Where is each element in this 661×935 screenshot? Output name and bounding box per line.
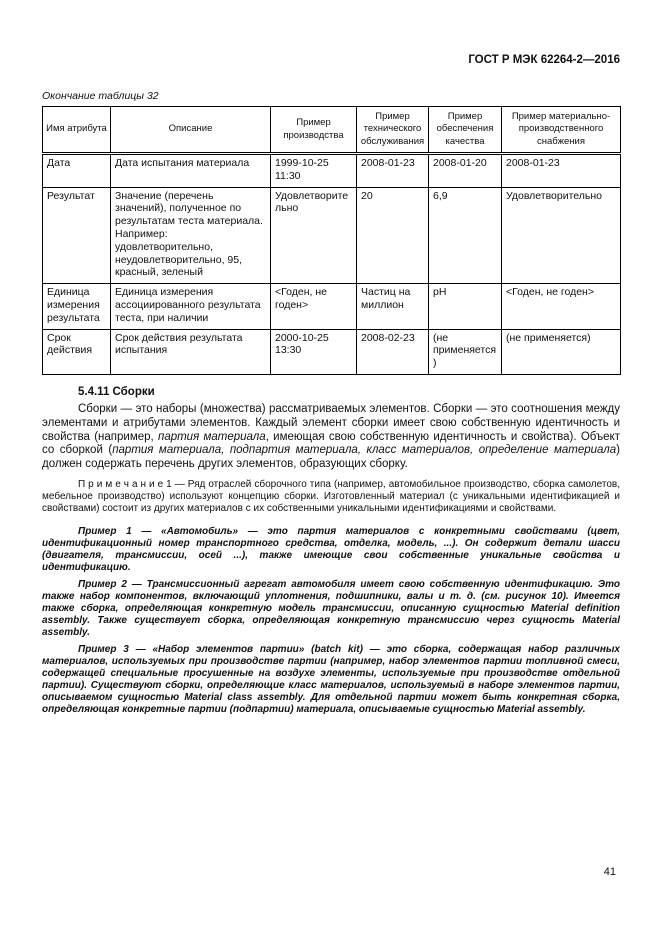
attribute-name-cell: Срок действия [43, 329, 111, 374]
table-cell: Дата испытания материала [111, 154, 271, 188]
table-cell: pH [429, 284, 502, 329]
table-row [43, 284, 621, 329]
table-column-header: Пример обеспечения качества [429, 107, 502, 154]
table-header-row [43, 107, 621, 154]
intro-text-segment: ) должен содержать перечень других элементов, образующих сборку. [42, 444, 620, 471]
attribute-name-cell: Дата [43, 154, 111, 188]
table-row [43, 154, 621, 188]
intro-text-segment: , имеющая свою собственную идентичность и свойства). Объект со сборкой ( [42, 430, 620, 457]
attribute-name-cell: Результат [43, 187, 111, 284]
standard-number-header: ГОСТ Р МЭК 62264-2—2016 [468, 54, 620, 66]
table-cell: 2008-01-20 [429, 154, 502, 188]
attributes-table [42, 106, 621, 375]
table-cell: <Годен, не годен> [502, 284, 621, 329]
table-cell: 2008-02-23 [357, 329, 429, 374]
table-column-header: Пример материально-производственного снабжения [502, 107, 621, 154]
section-intro-paragraph [42, 403, 620, 472]
note-paragraph: П р и м е ч а н и е 1 — Ряд отраслей сборочного типа (например, автомобильное производство, сборка самолетов, мебельное производство) используют концепцию сборки. Изготовленный материал (с уникальными идентификацией и свойствами) состоит из других материалов с их собственными уникальными идентификациями и свойствами. [42, 478, 620, 514]
table-column-header: Имя атрибута [43, 107, 111, 154]
table-body [43, 154, 621, 375]
table-cell: Удовлетворительно [271, 187, 357, 284]
table-column-header: Пример технического обслуживания [357, 107, 429, 154]
example-paragraph: Пример 2 — Трансмиссионный агрегат автомобиля имеет свою собственную идентификацию. Это также набор компонентов, включающий уплотнения, подшипники, валы и т. д. (см. рисунок 10). Имеется также сборка, определяющая конкретную модель трансмиссии, описанную сущностью Material definition assembly. Также существует сборка, определяющая конкретную трансмиссию через сущность Material assembly. [42, 579, 620, 639]
table-cell: 20 [357, 187, 429, 284]
examples-section [42, 526, 620, 716]
intro-italic-term: партия материала [157, 430, 266, 443]
table-cell: Значение (перечень значений), полученное по результатам теста материала. Например: удовлетворительно, неудовлетворительно, 95, красный, зеленый [111, 187, 271, 284]
table-cell: 2008-01-23 [502, 154, 621, 188]
table-column-header: Пример производства [271, 107, 357, 154]
table-row [43, 329, 621, 374]
table-column-header: Описание [111, 107, 271, 154]
table-cell: 2000-10-25 13:30 [271, 329, 357, 374]
table-cell: Единица измерения ассоциированного результата теста, при наличии [111, 284, 271, 329]
table-cell: Частиц на миллион [357, 284, 429, 329]
table-cell: (не применяется) [502, 329, 621, 374]
table-cell: 6,9 [429, 187, 502, 284]
section-heading: 5.4.11 Сборки [78, 385, 155, 398]
table-cell: <Годен, не годен> [271, 284, 357, 329]
example-paragraph: Пример 3 — «Набор элементов партии» (batch kit) — это сборка, содержащая набор различных материалов, используемых при производстве партии (например, набор элементов партии топливной смеси, содержащей специальные просушенные на воздухе элементы, используемые при производстве отдельной партии). Существуют сборки, определяющие класс материалов, используемый в наборе элементов партии, описываемом сущностью Material class assembly. Для отдельной партии может быть конкретная сборка, определяющая конкретные партии (подпартии) материала, описываемые сущностью Material assembly. [42, 644, 620, 716]
table-cell: Срок действия результата испытания [111, 329, 271, 374]
table-cell: (не применяется) [429, 329, 502, 374]
table-caption: Окончание таблицы 32 [42, 90, 159, 102]
page-number: 41 [603, 866, 616, 878]
intro-text-segment: Сборки — это наборы (множества) рассматриваемых элементов. Сборки — это соотношения между элементами и атрибутами элементов. Каждый элемент сборки имеет свою собственную идентичность и свойства (например, [42, 402, 620, 443]
example-paragraph: Пример 1 — «Автомобиль» — это партия материалов с конкретными свойствами (цвет, идентификационный номер транспортного средства, отделка, модель, ...). Он содержит детали шасси (двигателя, трансмиссии, осей ...), также имеющие свои собственные уникальные свойства и идентификацию. [42, 526, 620, 574]
table-row [43, 187, 621, 284]
table-cell: 2008-01-23 [357, 154, 429, 188]
intro-italic-term: партия материала, подпартия материала, класс материалов, определение материала [112, 444, 617, 457]
table-cell: 1999-10-25 11:30 [271, 154, 357, 188]
attribute-name-cell: Единица измерения результата [43, 284, 111, 329]
table-cell: Удовлетворительно [502, 187, 621, 284]
